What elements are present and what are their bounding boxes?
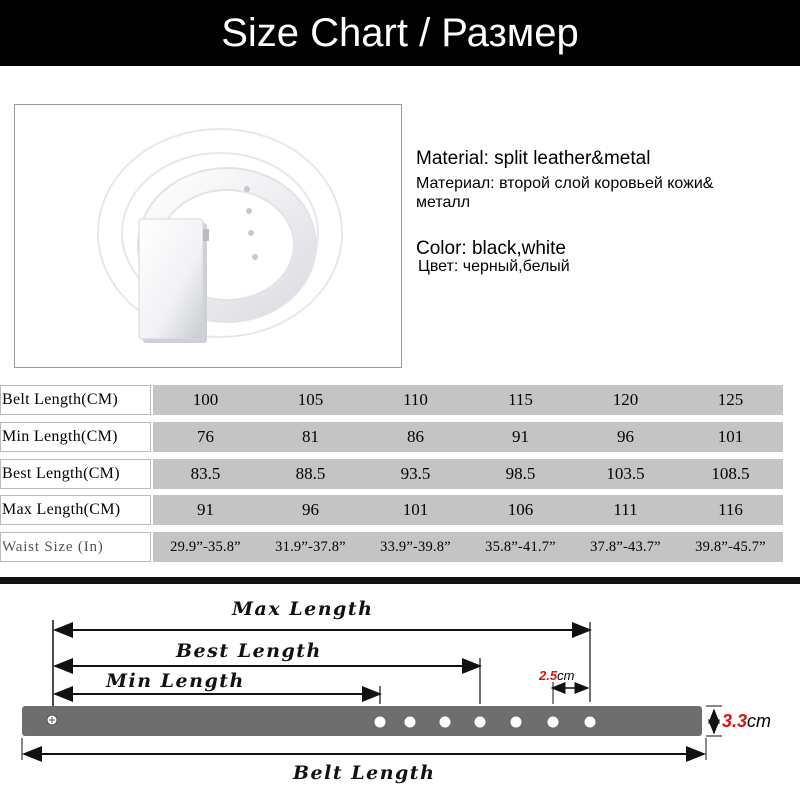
best-length-label: Best Length — [176, 640, 322, 662]
belt-strap — [22, 706, 702, 736]
table-cell: 33.9”-39.8” — [380, 539, 451, 555]
table-cell: 93.5 — [400, 464, 431, 483]
row-values — [153, 422, 783, 452]
row-values — [153, 459, 783, 489]
row-label: Waist Size (In) — [2, 539, 104, 555]
table-cell: 81 — [302, 427, 319, 446]
table-cell: 83.5 — [190, 464, 221, 483]
belt-hole — [511, 717, 522, 728]
row-label: Best Length(CM) — [2, 465, 120, 482]
hole-spacing-label: 2.5cm — [539, 668, 575, 683]
table-cell: 29.9”-35.8” — [170, 539, 241, 555]
max-length-label: Max Length — [232, 598, 374, 620]
table-cell: 76 — [197, 427, 214, 446]
table-row — [0, 385, 800, 415]
material-ru-cont: металл — [416, 194, 471, 211]
table-cell: 108.5 — [711, 464, 750, 483]
table-cell: 96 — [617, 427, 634, 446]
table-cell: 110 — [403, 390, 428, 409]
section-divider — [0, 577, 800, 584]
table-cell: 116 — [718, 500, 743, 519]
white-belt-image — [15, 105, 401, 367]
table-cell: 125 — [717, 390, 744, 409]
belt-hole — [548, 717, 559, 728]
table-cell: 98.5 — [505, 464, 536, 483]
table-cell: 39.8”-45.7” — [695, 539, 766, 555]
table-cell: 91 — [512, 427, 529, 446]
row-values — [153, 495, 783, 525]
table-row — [0, 459, 800, 489]
belt-hole — [475, 717, 486, 728]
belt-measurement-diagram — [0, 584, 800, 800]
product-photo — [14, 104, 402, 368]
table-cell: 105 — [297, 390, 324, 409]
page-title: Size Chart / Размер — [221, 11, 579, 55]
table-row — [0, 495, 800, 525]
row-values — [153, 532, 783, 562]
row-values — [153, 385, 783, 415]
table-cell: 86 — [407, 427, 424, 446]
belt-hole — [440, 717, 451, 728]
table-cell: 91 — [197, 500, 214, 519]
table-cell: 120 — [612, 390, 639, 409]
table-cell: 37.8”-43.7” — [590, 539, 661, 555]
belt-hole — [375, 717, 386, 728]
table-cell: 106 — [507, 500, 534, 519]
row-label: Min Length(CM) — [2, 428, 118, 445]
table-cell: 88.5 — [295, 464, 326, 483]
belt-width-label: 3.3cm — [722, 711, 772, 731]
min-length-label: Min Length — [106, 670, 245, 692]
table-cell: 35.8”-41.7” — [485, 539, 556, 555]
table-cell: 101 — [717, 427, 744, 446]
table-cell: 103.5 — [606, 464, 645, 483]
table-cell: 115 — [508, 390, 533, 409]
material-ru: Материал: второй слой коровьей кожи& — [416, 175, 714, 192]
table-cell: 96 — [302, 500, 319, 519]
belt-hole — [585, 717, 596, 728]
belt-length-label: Belt Length — [293, 762, 436, 784]
table-cell: 111 — [613, 500, 638, 519]
color-en: Color: black,white — [416, 238, 566, 259]
color-ru: Цвет: черный,белый — [418, 258, 570, 275]
table-row — [0, 422, 800, 452]
belt-hole — [405, 717, 416, 728]
table-row — [0, 532, 800, 562]
table-cell: 100 — [192, 390, 219, 409]
row-label: Max Length(CM) — [2, 501, 121, 518]
material-en: Material: split leather&metal — [416, 148, 651, 169]
row-label: Belt Length(CM) — [2, 391, 119, 408]
table-cell: 31.9”-37.8” — [275, 539, 346, 555]
table-cell: 101 — [402, 500, 429, 519]
